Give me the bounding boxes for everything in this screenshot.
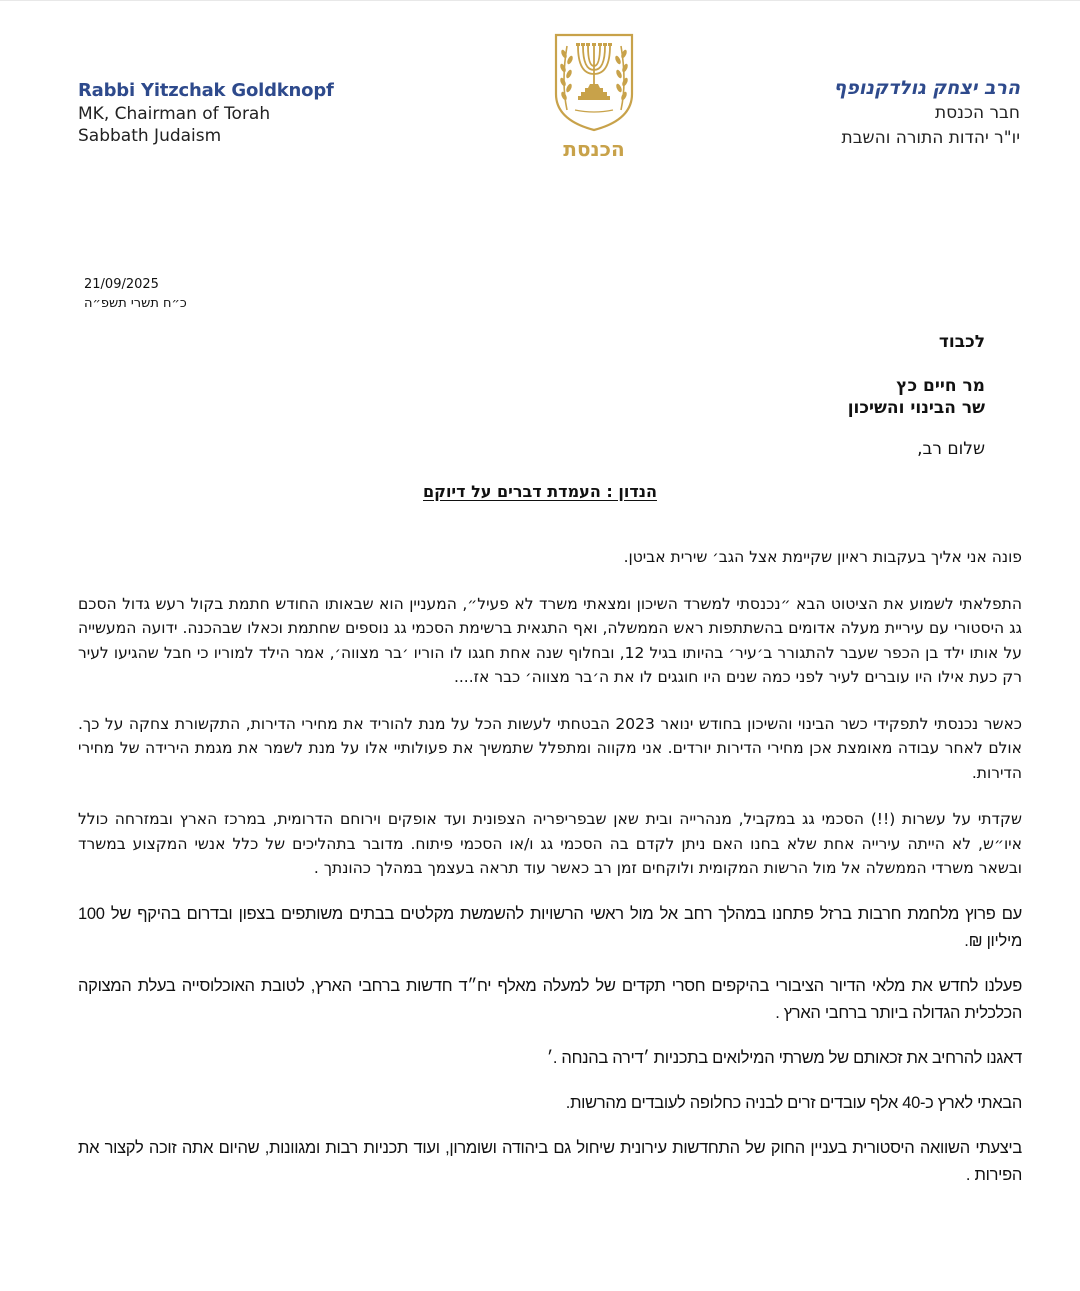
body-paragraph: דאגנו להרחיב את זכאותם של משרתי המילואים בתכניות ׳דירה בהנחה .׳ [546, 1048, 1022, 1067]
knesset-label: הכנסת [563, 137, 625, 161]
date-hebrew: כ״ח תשרי תשפ״ה [84, 296, 187, 311]
body-paragraph: הבאתי לארץ כ-40 אלף עובדים זרים לבניה כחלופה לעובדים מהרשות. [565, 1093, 1022, 1112]
body-paragraph: פונה אני אליך בעקבות ראיון שקיימת אצל הגב׳ שירית אביטן. [623, 548, 1022, 566]
greeting: שלום רב, [917, 439, 985, 459]
sender-title-english-line1: MK, Chairman of Torah [78, 104, 271, 124]
addressee-role: שר הבינוי והשיכון [847, 398, 985, 418]
body-paragraph: כאשר נכנסתי לתפקידי כשר הבינוי והשיכון בחודש ינואר 2023 הבטחתי לעשות הכל על מנת להוריד את מחירי הדירות, התקשורת צחקה על כך. אולם לאחר עבודה מאומצת אכן מחירי הדירות יורדים. אני מקווה ומתפלל שתמשיך את פעולותיי אלו על מנת לשמר את מגמת הירידה של מחירי הדירות. [78, 714, 1023, 782]
sender-name-hebrew: הרב יצחק גולדקנופף [833, 77, 1020, 99]
subject-text: הנדון : העמדת דברים על דיוקם [423, 482, 657, 501]
addressee-block [848, 331, 985, 419]
body-paragraph: פעלנו לחדש את מלאי הדיור הציבורי בהיקפים חסרי תקדים של למעלה מאלף יח״ד חדשות ברחבי הארץ, לטובת האוכלוסייה בעלת המצוקה הכלכלית הגדולה ביותר ברחבי הארץ . [78, 976, 1022, 1022]
body-paragraph: ביצעתי השוואה היסטורית בעניין החוק של התחדשות עירונית שיחול גם ביהודה ושומרון, ועוד תכניות רבות ומגוונות, שהיום אתה זוכה לקצור את הפירות . [78, 1138, 1022, 1184]
letter-body [78, 545, 1022, 1207]
hebrew-letterhead [834, 75, 1020, 151]
body-paragraph: שקדתי על עשרות (!!) הסכמי גג במקביל, מנהרייה ובית שאן שבפריפריה הצפונית ועד אופקים וירוחם הדרומית, במרכז הארץ ובמזרחה כולל איו״ש, לא הייתה עירייה אחת שלא בחנו האם ניתן לקדם בה הסכמי גג ו/או הסכמי פיתוח. מדובר בתהליכים של כלל אנשי המקצוע במשרד ובשאר משרדי הממשלה אל מול הרשות המקומית ולוקחים זמן רב כאשר עוד תראה בעצמך במהלך כהונתך . [78, 810, 1022, 877]
sender-title-hebrew-line2: יו"ר יהדות התורה והשבת [841, 128, 1020, 148]
date-gregorian: 21/09/2025 [84, 277, 159, 292]
addressee-name: מר חיים כץ [896, 376, 985, 396]
letter-dates [84, 275, 187, 313]
sender-title-hebrew-line1: חבר הכנסת [934, 103, 1020, 123]
salutation-label: לכבוד [938, 332, 985, 352]
sender-title-english-line2: Sabbath Judaism [78, 126, 222, 146]
sender-name-english: Rabbi Yitzchak Goldknopf [78, 80, 334, 101]
knesset-menorah-emblem-icon [553, 32, 635, 132]
subject-line [0, 482, 1080, 501]
body-paragraph: התפלאתי לשמוע את הציטוט הבא ״נכנסתי למשרד השיכון ומצאתי משרד לא פעיל״, המעניין הוא שבאותו החודש חתמת בקול רעש גדול הסכם גג היסטורי עם עיריית מעלה אדומים בהשתתפות ראש הממשלה, ואף התגאית ברשימת הסכמי גג נוספים שחתמת וכאלו שבהכנה. ידועה המעשייה על אותו ילד בן הכפר שעבר להתגורר ב׳עיר׳ בהיותו בגיל 12, ובחלוף שנה אחת חגגו לו הוריו ׳בר מצווה׳, אמר הילד למוריו כי חבל שהגיעו לעיר רק כעת אילו היו עוברים לעיר לפני כמה שנים היו חוגגים לו את ה׳בר מצווה׳ כבר אז.... [78, 594, 1022, 686]
english-letterhead [78, 79, 334, 147]
body-paragraph: עם פרוץ מלחמת חרבות ברזל פתחנו במהלך רחב אל מול ראשי הרשויות להשמשת מקלטים בבתים משותפים בצפון ובדרום בהיקף של 100 מיליון ₪. [78, 904, 1022, 950]
